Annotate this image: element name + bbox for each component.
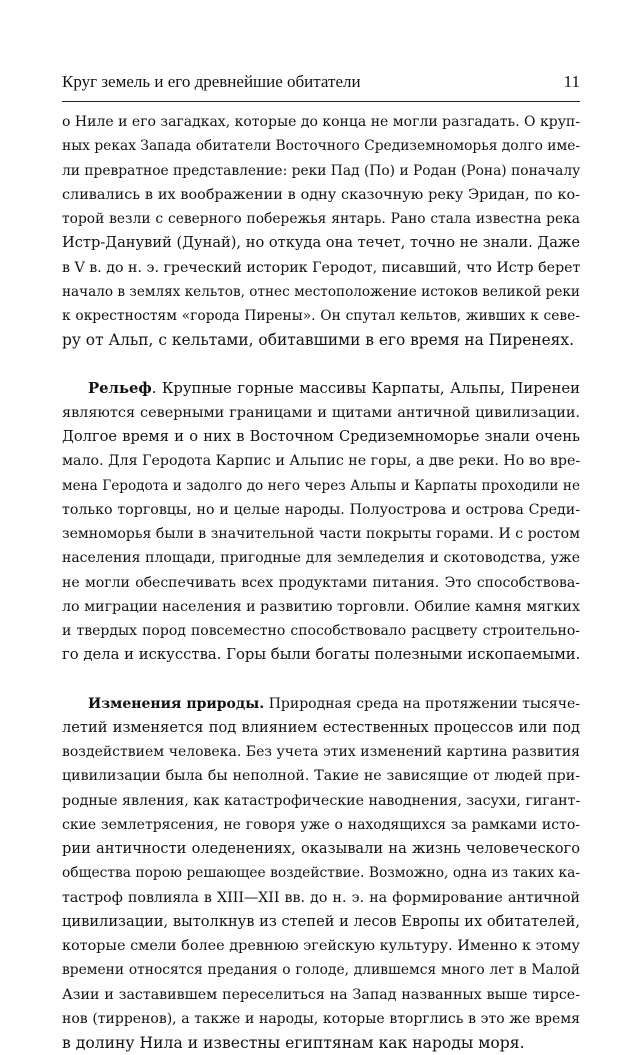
text-line: являются северными границами и щитами античной цивилизации. [62, 401, 580, 425]
text-line: населения площади, пригодные для земледелия и скотоводства, уже [62, 546, 580, 570]
text-line: ру от Альп, с кельтами, обитавшими в его время на Пиренеях. [62, 328, 580, 352]
text-line: начало в землях кельтов, отнес местоположение истоков великой реки [62, 280, 580, 304]
running-head [62, 72, 580, 96]
text-line: времени относятся предания о голоде, длившемся много лет в Малой [62, 958, 580, 982]
text-line: только торговцы, но и целые народы. Полуострова и острова Среди- [62, 498, 580, 522]
text-line: Долгое время и о них в Восточном Средиземноморье знали очень [62, 425, 580, 449]
header-rule [62, 101, 580, 102]
text-line: в долину Нила и известны египтянам как народы моря. [62, 1031, 580, 1055]
text-line: ские землетрясения, не говоря уже о находящихся за рамками исто- [62, 813, 580, 837]
text-line: о Ниле и его загадках, которые до конца не могли разгадать. О круп- [62, 110, 580, 134]
text-line: рии античности оледенениях, оказывали на жизнь человеческого [62, 837, 580, 861]
text-line: в V в. до н. э. греческий историк Геродот, писавший, что Истр берет [62, 256, 580, 280]
section-heading-nature-changes: Изменения природы. [88, 696, 264, 712]
text-line: цивилизации, вытолкнув из степей и лесов Европы их обитателей, [62, 910, 580, 934]
text-line-rest: Природная среда на протяжении тысяче- [264, 696, 580, 712]
text-line: сливались в их воображении в одну сказочную реку Эридан, по ко- [62, 183, 580, 207]
text-line [62, 377, 580, 401]
text-line: и твердых пород повсеместно способствовало расцвету строительно- [62, 619, 580, 643]
text-line: мена Геродота и задолго до него через Альпы и Карпаты проходили не [62, 474, 580, 498]
text-line: цивилизации была бы неполной. Такие не зависящие от людей при- [62, 764, 580, 788]
text-line: к окрестностям «города Пирены». Он спутал кельтов, живших к севе- [62, 304, 580, 328]
text-line: мало. Для Геродота Карпис и Альпис не горы, а две реки. Но во вре- [62, 449, 580, 473]
page-number: 11 [564, 72, 580, 92]
text-line: земноморья были в значительной части покрыты горами. И с ростом [62, 522, 580, 546]
text-line: торой везли с северного побережья янтарь. Рано стала известна река [62, 207, 580, 231]
running-head-title: Круг земель и его древнейшие обитатели [62, 72, 361, 92]
paragraph-nature-changes [62, 692, 580, 1055]
body-text [62, 110, 580, 1055]
text-line: летий изменяется под влиянием естественных процессов или под [62, 716, 580, 740]
section-heading-relief: Рельеф [88, 380, 152, 397]
text-line: го дела и искусства. Горы были богаты полезными ископаемыми. [62, 643, 580, 667]
text-line: которые смели более древнюю эгейскую культуру. Именно к этому [62, 934, 580, 958]
text-line: общества порою решающее воздействие. Возможно, одна из таких ка- [62, 861, 580, 885]
text-line [62, 692, 580, 716]
text-line: Азии и заставившем переселиться на Запад названных выше тирсе- [62, 983, 580, 1007]
text-line: воздействием человека. Без учета этих изменений картина развития [62, 740, 580, 764]
text-line: Истр-Данувий (Дунай), но откуда она течет, точно не знали. Даже [62, 231, 580, 255]
text-line: ло миграции населения и развитию торговли. Обилие камня мягких [62, 595, 580, 619]
text-line: ли превратное представление: реки Пад (По) и Родан (Рона) поначалу [62, 159, 580, 183]
text-line: не могли обеспечивать всех продуктами питания. Это способствова- [62, 571, 580, 595]
text-line-rest: . Крупные горные массивы Карпаты, Альпы, Пиренеи [152, 380, 580, 397]
text-line: ных реках Запада обитатели Восточного Средиземноморья долго име- [62, 134, 580, 158]
text-line: тастроф повлияла в XIII—XII вв. до н. э. на формирование античной [62, 886, 580, 910]
text-line: нов (тирренов), а также и народы, которые вторглись в это же время [62, 1007, 580, 1031]
paragraph-rivers [62, 110, 580, 353]
text-line: родные явления, как катастрофические наводнения, засухи, гигант- [62, 789, 580, 813]
paragraph-relief [62, 377, 580, 668]
